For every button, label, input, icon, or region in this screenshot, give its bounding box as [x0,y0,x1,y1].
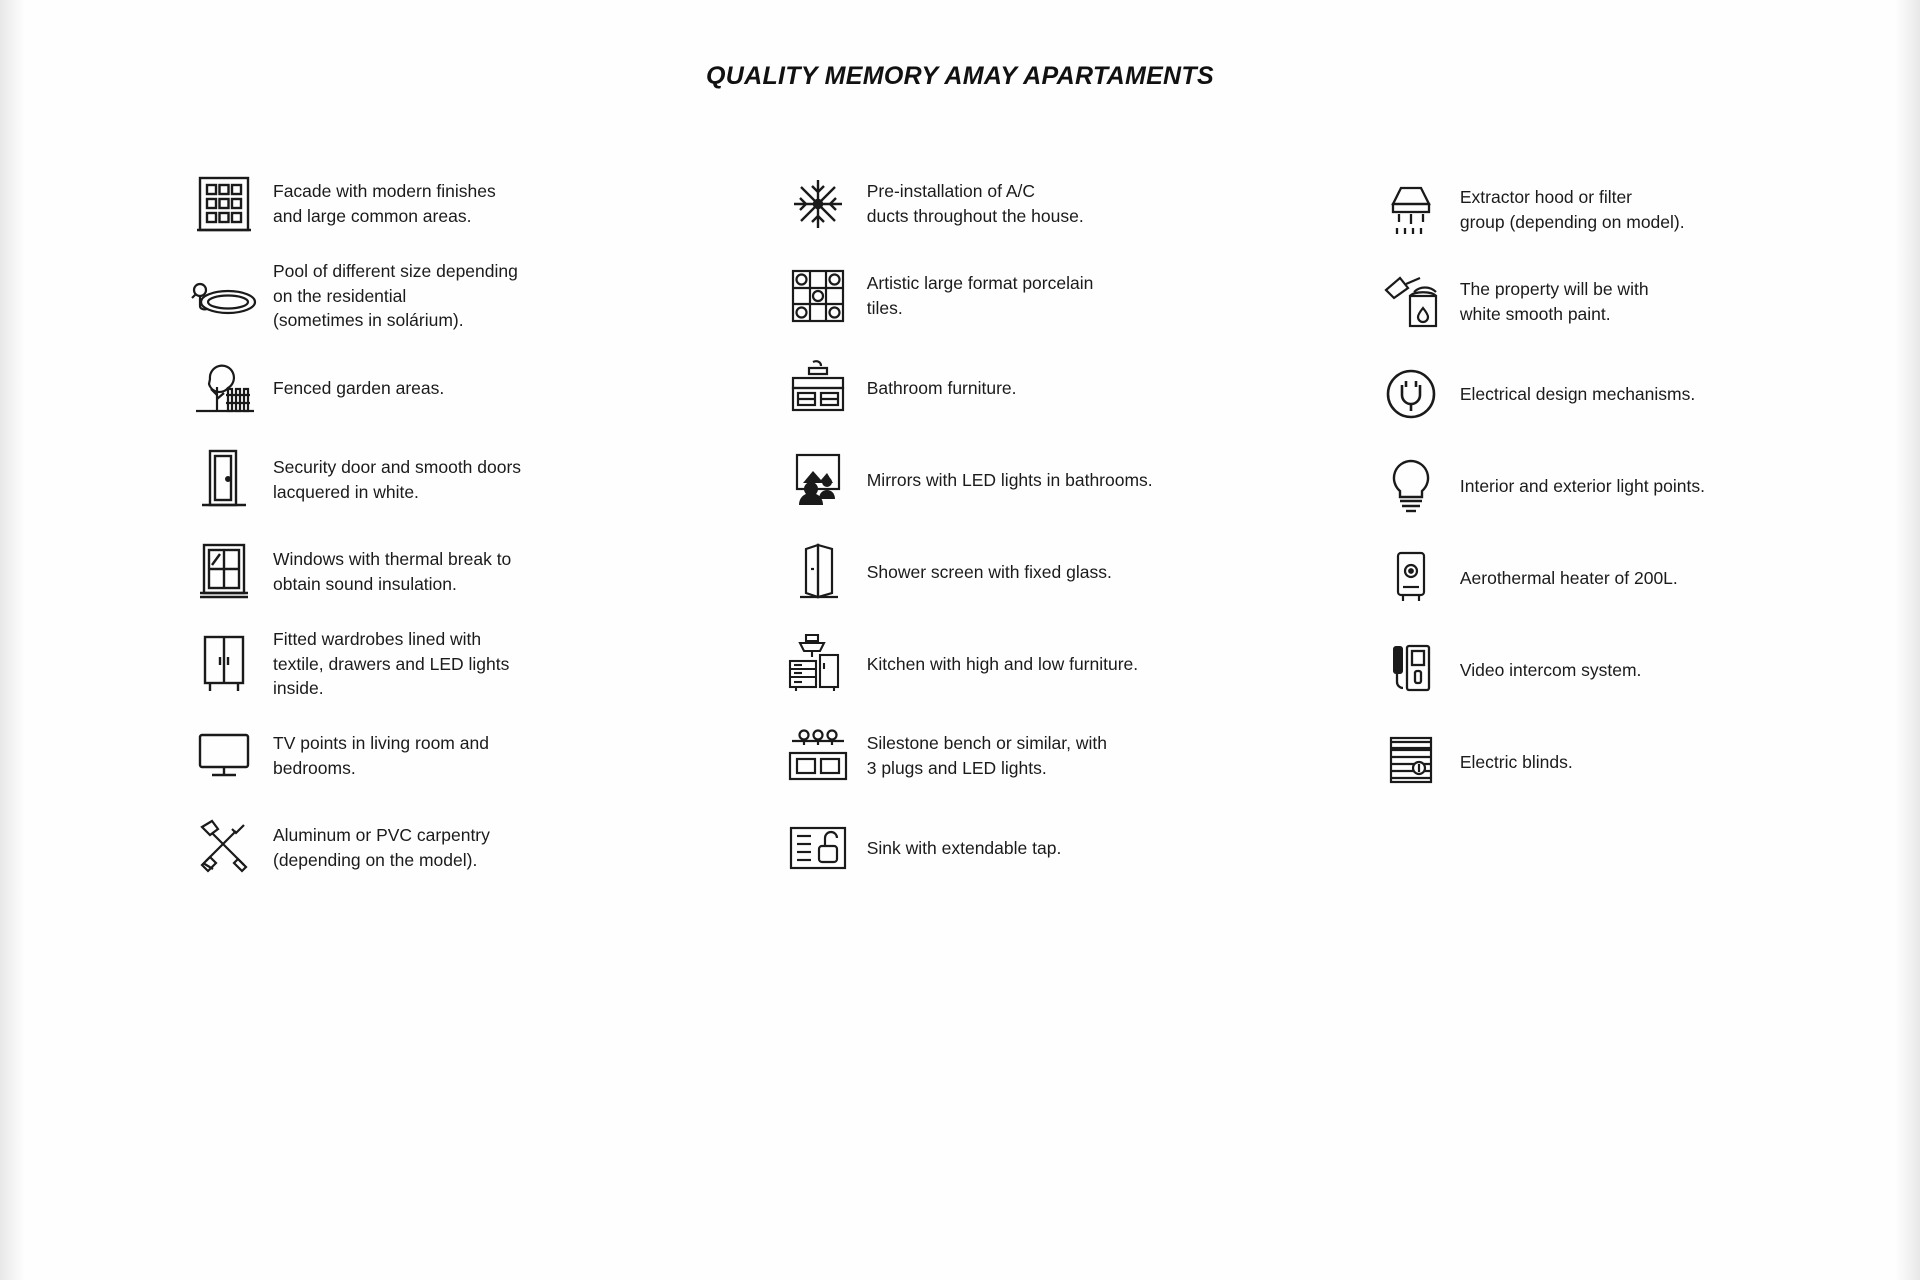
shower-screen-icon [775,532,861,612]
bathroom-mirror-icon [775,440,861,520]
wardrobe-icon [181,624,267,704]
feature-item [181,710,745,802]
feature-text: Pre-installation of A/C ducts throughout the house. [866,181,1084,226]
feature-text: Electric blinds. [1459,751,1573,772]
feature-text: Sink with extendable tap. [866,837,1062,858]
page-title: QUALITY MEMORY AMAY APARTAMENTS [706,62,1214,90]
feature-text: The property will be with white smooth paint. [1459,279,1649,324]
feature-text: Fitted wardrobes lined with textile, drawers and LED lights inside. [273,628,510,699]
feature-item [775,250,1348,342]
feature-item [1368,256,1894,348]
feature-item [181,342,745,434]
feature-item [1368,440,1894,532]
feature-text: Windows with thermal break to obtain sound insulation. [273,549,512,594]
feature-text: Aluminum or PVC carpentry (depending on the model). [273,825,490,870]
feature-text: Facade with modern finishes and large common areas. [273,181,496,226]
feature-text: Aerothermal heater of 200L. [1459,567,1678,588]
feature-item [1368,532,1894,624]
light-bulb-icon [1368,446,1454,526]
security-door-icon [181,440,267,520]
feature-item [181,158,745,250]
electric-plug-icon [1368,354,1454,434]
garden-fence-tree-icon [181,348,267,428]
feature-text: Mirrors with LED lights in bathrooms. [866,469,1153,490]
bathroom-furniture-icon [775,348,861,428]
feature-text: Shower screen with fixed glass. [866,561,1112,582]
page-edge-left [0,0,26,1280]
feature-item [181,618,745,710]
feature-text: Fenced garden areas. [273,377,445,398]
feature-item [775,158,1348,250]
paint-can-roller-icon [1368,262,1454,342]
feature-item [775,618,1348,710]
feature-text: Artistic large format porcelain tiles. [866,273,1094,318]
water-heater-icon [1368,538,1454,618]
sink-tap-icon [775,808,861,888]
features-columns [26,158,1894,894]
document-sheet [26,0,1894,1280]
feature-item [775,342,1348,434]
porcelain-tiles-icon [775,256,861,336]
building-icon [181,164,267,244]
feature-text: Video intercom system. [1459,659,1642,680]
feature-item [775,710,1348,802]
feature-text: Bathroom furniture. [866,377,1017,398]
extractor-hood-icon [1368,170,1454,250]
feature-item [1368,164,1894,256]
page-edge-right [1894,0,1920,1280]
feature-item [1368,624,1894,716]
feature-item [775,802,1348,894]
feature-column-2 [745,158,1348,894]
feature-column-3 [1348,158,1894,894]
window-icon [181,532,267,612]
feature-text: Silestone bench or similar, with 3 plugs and LED lights. [866,733,1107,778]
feature-text: Interior and exterior light points. [1459,475,1705,496]
feature-item [775,434,1348,526]
feature-text: Pool of different size depending on the residential (sometimes in solárium). [273,260,518,331]
feature-text: Security door and smooth doors lacquered in white. [273,457,522,502]
snowflake-icon [775,164,861,244]
feature-text: Kitchen with high and low furniture. [866,653,1139,674]
carpentry-tools-icon [181,808,267,888]
swimming-pool-icon [181,256,267,336]
electric-blinds-icon [1368,722,1454,802]
feature-text: TV points in living room and bedrooms. [273,733,489,778]
feature-text: Electrical design mechanisms. [1459,383,1696,404]
feature-item [1368,348,1894,440]
kitchen-bench-icon [775,716,861,796]
feature-column-1 [26,158,745,894]
television-icon [181,716,267,796]
kitchen-furniture-icon [775,624,861,704]
feature-text: Extractor hood or filter group (depending on model). [1459,187,1685,232]
feature-item [181,250,745,342]
feature-item [775,526,1348,618]
feature-item [1368,716,1894,808]
feature-item [181,802,745,894]
feature-item [181,526,745,618]
video-intercom-icon [1368,630,1454,710]
feature-item [181,434,745,526]
